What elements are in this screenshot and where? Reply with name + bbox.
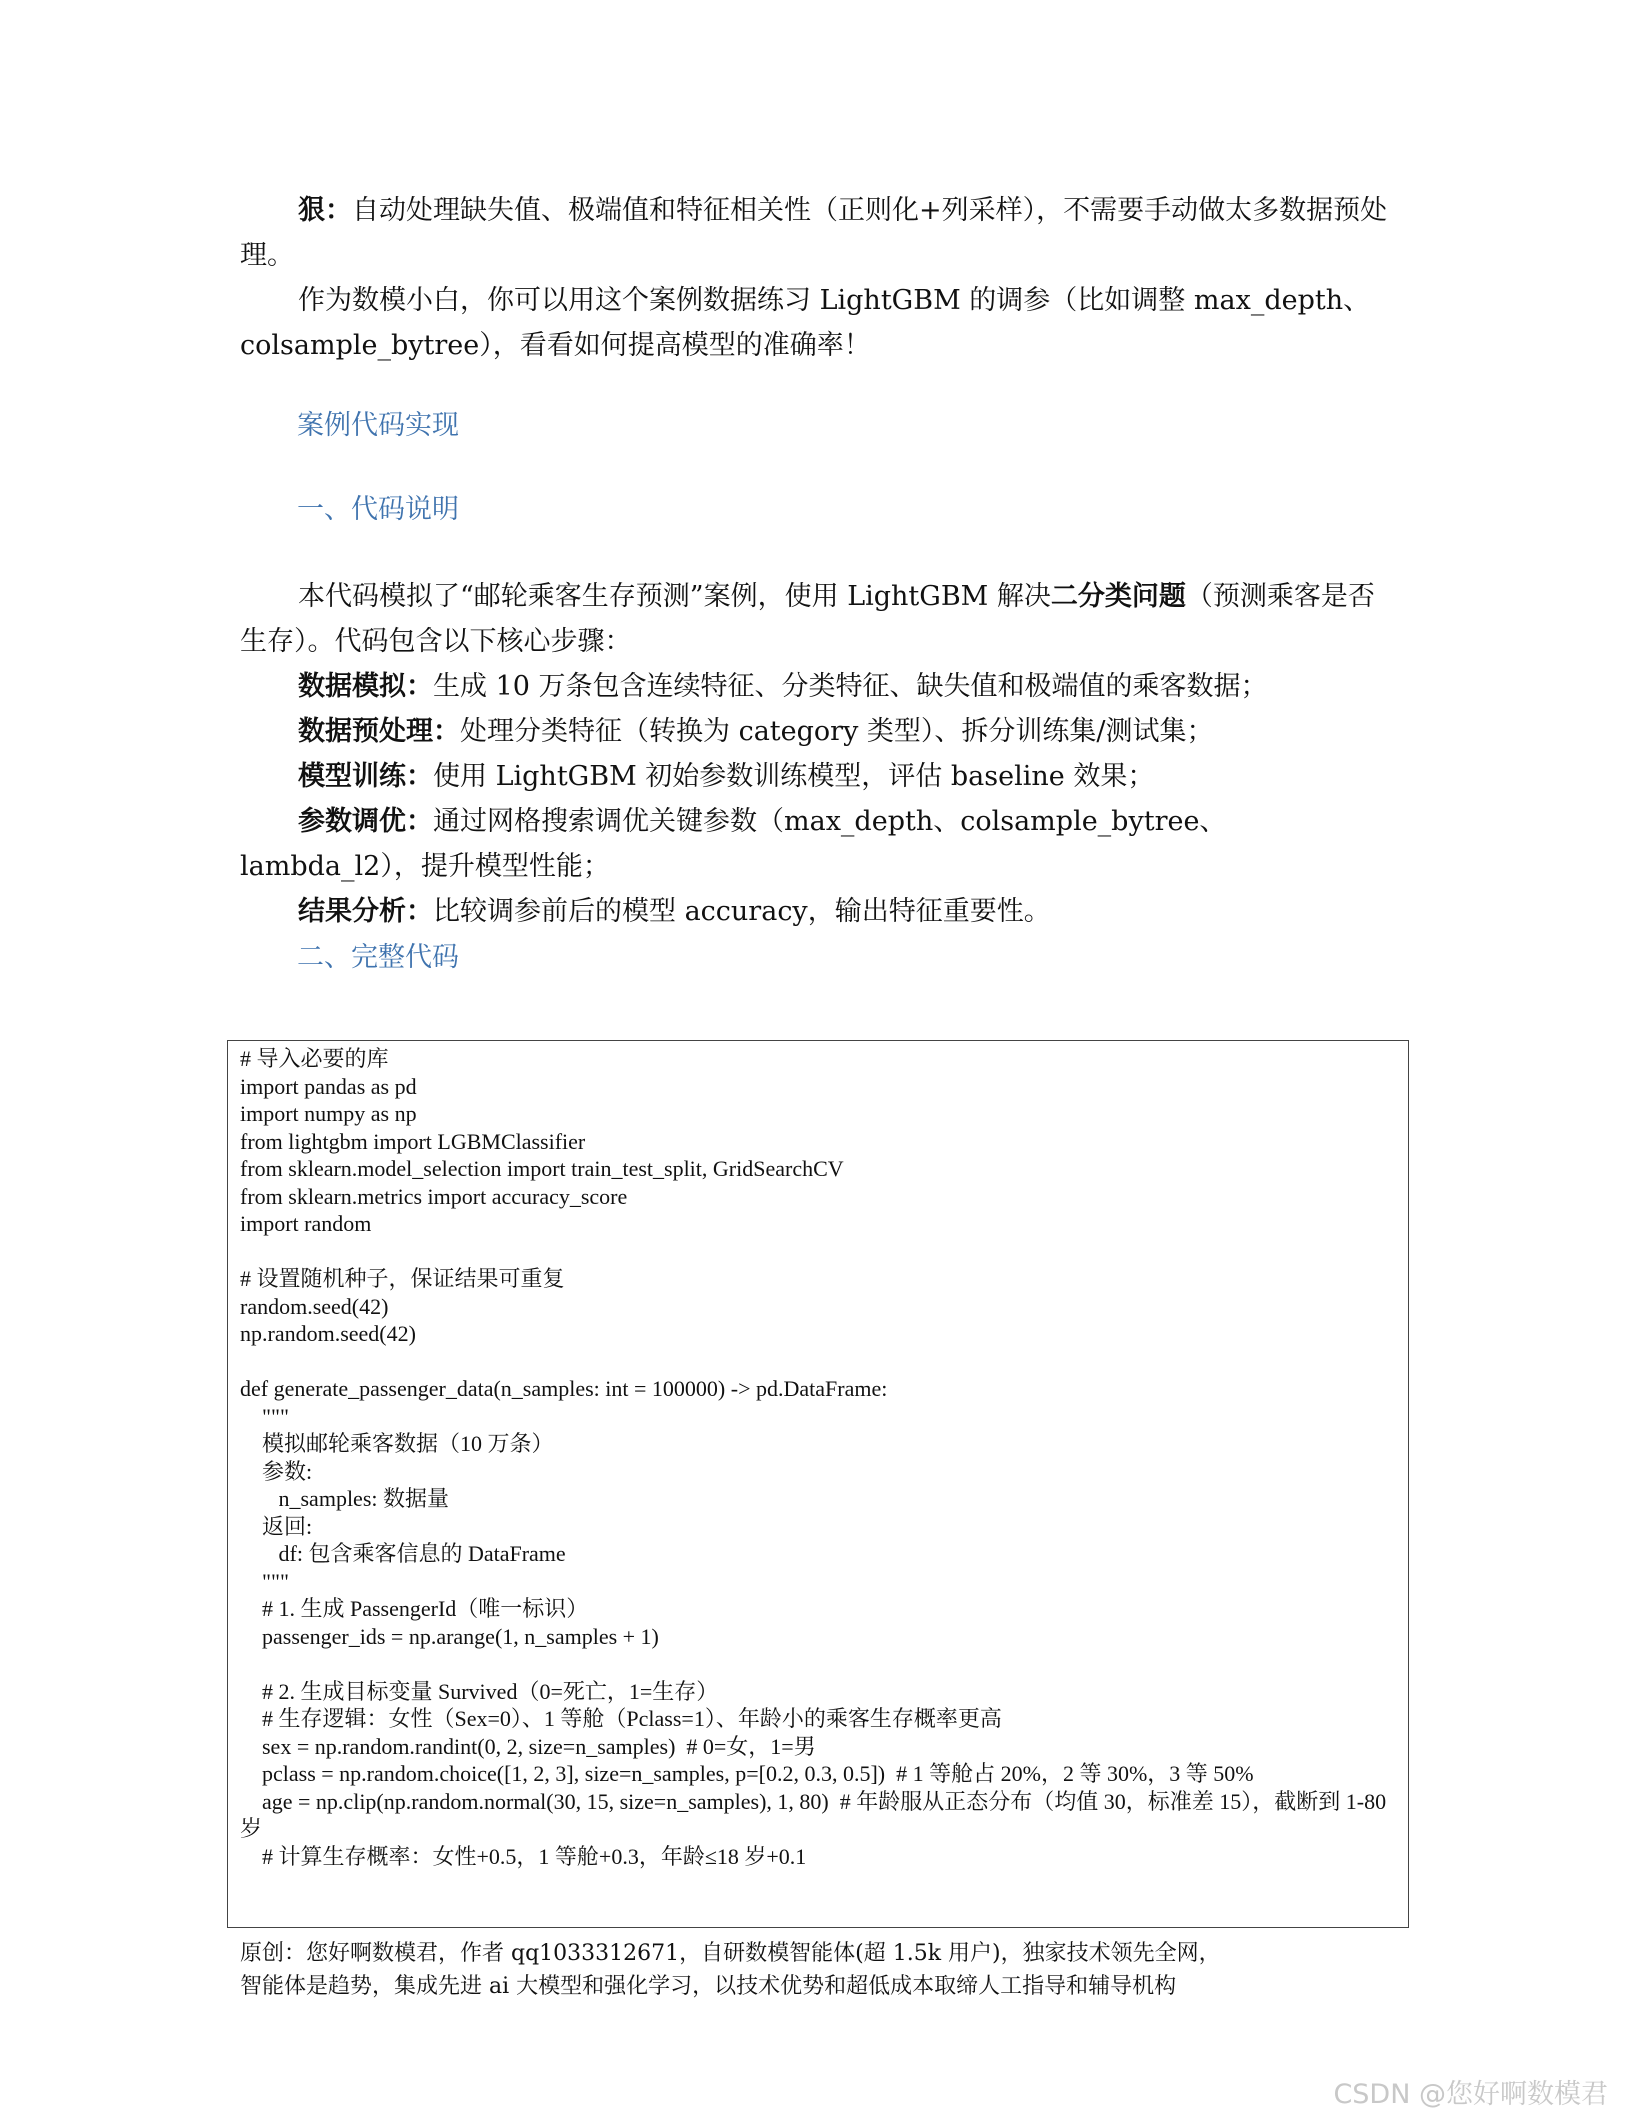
step-3-label: 模型训练： <box>298 761 433 792</box>
heading-code-explanation: 一、代码说明 <box>297 494 459 525</box>
code-line: import numpy as np <box>240 1101 417 1126</box>
code-line: df: 包含乘客信息的 DataFrame <box>240 1541 566 1566</box>
intro-paragraph <box>240 574 1390 664</box>
step-2 <box>240 709 1390 754</box>
step-5-text: 比较调参前后的模型 accuracy，输出特征重要性。 <box>433 896 1051 927</box>
step-4-text: 通过网格搜索调优关键参数（max_depth、colsample_bytree、lambda_l2），提升模型性能； <box>240 806 1227 882</box>
footer-note <box>240 1937 1221 2003</box>
step-4 <box>240 799 1390 889</box>
step-5 <box>240 889 1390 934</box>
step-2-text: 处理分类特征（转换为 category 类型）、拆分训练集/测试集； <box>460 716 1214 747</box>
step-3-text: 使用 LightGBM 初始参数训练模型，评估 baseline 效果； <box>433 761 1155 792</box>
code-line: age = np.clip(np.random.normal(30, 15, size=n_samples), 1, 80) # 年龄服从正态分布（均值 30，标准差 15），截断到 1-80 岁 <box>240 1788 1392 1841</box>
footer-line-2: 智能体是趋势，集成先进 ai 大模型和强化学习，以技术优势和超低成本取缔人工指导和辅导机构 <box>240 1974 1177 1999</box>
paragraph-1 <box>240 188 1390 278</box>
csdn-watermark: CSDN @您好啊数模君 <box>1333 2079 1608 2110</box>
paragraph-2: 作为数模小白，你可以用这个案例数据练习 LightGBM 的调参（比如调整 max_depth、colsample_bytree），看看如何提高模型的准确率！ <box>240 285 1371 361</box>
code-line: n_samples: 数据量 <box>240 1486 449 1511</box>
code-line: sex = np.random.randint(0, 2, size=n_samples) # 0=女，1=男 <box>240 1733 816 1759</box>
intro-bold: 二分类问题 <box>1050 581 1186 612</box>
paragraph-1-bold: 狠： <box>298 195 352 226</box>
step-5-label: 结果分析： <box>298 896 433 927</box>
intro-after: （预测乘客是否生存）。代码包含以下核心步骤： <box>240 581 1375 657</box>
code-line <box>240 1650 1396 1678</box>
code-line: # 生存逻辑：女性（Sex=0）、1 等舱（Pclass=1）、年龄小的乘客生存概率更高 <box>240 1706 1002 1731</box>
code-line: 参数: <box>240 1458 313 1484</box>
code-line: pclass = np.random.choice([1, 2, 3], size=n_samples, p=[0.2, 0.3, 0.5]) # 1 等舱占 20%，2 等 30%，3 等 50% <box>240 1761 1254 1786</box>
code-line: passenger_ids = np.arange(1, n_samples + 1) <box>240 1623 659 1649</box>
code-line: """ <box>240 1568 289 1594</box>
step-4-label: 参数调优： <box>298 806 433 837</box>
step-1 <box>240 664 1390 709</box>
paragraph-1-text: 自动处理缺失值、极端值和特征相关性（正则化+列采样），不需要手动做太多数据预处理。 <box>240 195 1388 271</box>
code-line <box>240 1348 1396 1376</box>
code-line: from lightgbm import LGBMClassifier <box>240 1128 586 1154</box>
code-line: import random <box>240 1211 372 1236</box>
code-line: def generate_passenger_data(n_samples: int = 100000) -> pd.DataFrame: <box>240 1376 888 1401</box>
step-1-label: 数据模拟： <box>298 671 433 702</box>
code-line: import pandas as pd <box>240 1073 417 1099</box>
heading-complete-code: 二、完整代码 <box>297 942 459 973</box>
code-line: 模拟邮轮乘客数据（10 万条） <box>240 1431 554 1456</box>
code-line: # 2. 生成目标变量 Survived（0=死亡，1=生存） <box>240 1678 719 1704</box>
step-1-text: 生成 10 万条包含连续特征、分类特征、缺失值和极端值的乘客数据； <box>433 671 1268 702</box>
code-line: # 设置随机种子，保证结果可重复 <box>240 1266 565 1291</box>
intro-before: 本代码模拟了“邮轮乘客生存预测”案例，使用 LightGBM 解决 <box>298 581 1051 612</box>
footer-line-1: 原创：您好啊数模君，作者 qq1033312671，自研数模智能体(超 1.5k 用户)，独家技术领先全网， <box>240 1941 1221 1966</box>
code-line: # 1. 生成 PassengerId（唯一标识） <box>240 1596 589 1621</box>
code-line: from sklearn.model_selection import train_test_split, GridSearchCV <box>240 1156 844 1181</box>
code-line: """ <box>240 1403 289 1429</box>
heading-case-implementation: 案例代码实现 <box>297 410 459 441</box>
step-3 <box>240 754 1390 799</box>
code-line <box>240 1238 1396 1266</box>
step-2-label: 数据预处理： <box>298 716 460 747</box>
code-line: 返回: <box>240 1513 313 1539</box>
code-line: random.seed(42) <box>240 1293 389 1319</box>
code-block <box>227 1040 1409 1928</box>
code-line: np.random.seed(42) <box>240 1321 416 1346</box>
code-line: # 计算生存概率：女性+0.5，1 等舱+0.3，年龄≤18 岁+0.1 <box>240 1843 807 1869</box>
code-line: from sklearn.metrics import accuracy_score <box>240 1183 628 1209</box>
code-line: # 导入必要的库 <box>240 1046 389 1071</box>
